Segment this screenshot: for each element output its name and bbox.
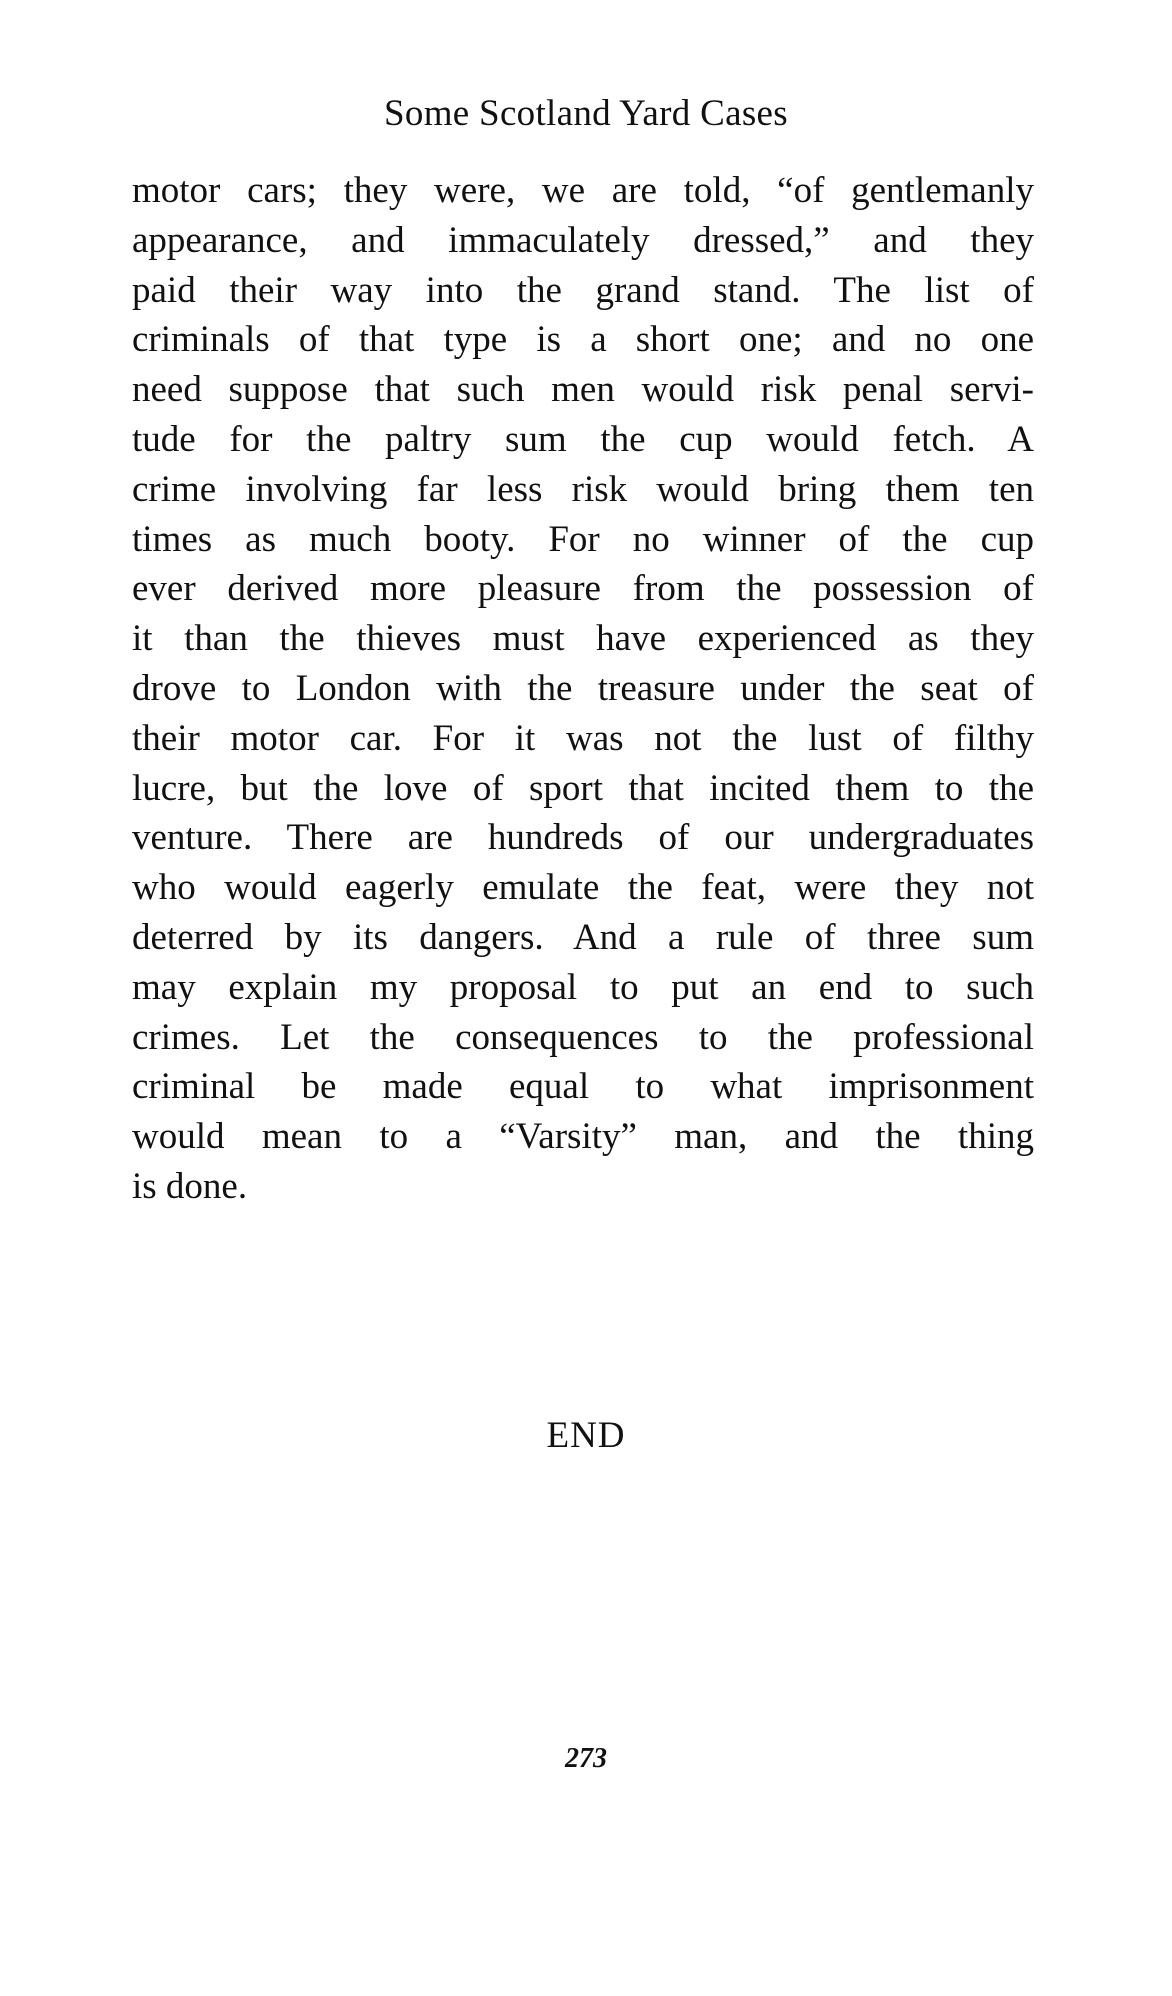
body-text: [132, 166, 1034, 1212]
text-line: it than the thieves must have experienced as they: [132, 618, 1034, 660]
text-line: appearance, and immaculately dressed,” and they: [132, 219, 1034, 261]
text-line: lucre, but the love of sport that incited them to the: [132, 767, 1034, 809]
text-line: their motor car. For it was not the lust of filthy: [132, 717, 1034, 759]
text-line: crimes. Let the consequences to the professional: [132, 1016, 1034, 1058]
text-line: drove to London with the treasure under the seat of: [132, 667, 1034, 709]
page-number: 273: [565, 1743, 607, 1774]
text-line: paid their way into the grand stand. The list of: [132, 269, 1034, 311]
text-line: criminal be made equal to what imprisonment: [132, 1066, 1034, 1108]
end-mark: END: [546, 1415, 626, 1456]
text-line: times as much booty. For no winner of the cup: [132, 518, 1034, 560]
text-line: criminals of that type is a short one; and no one: [132, 319, 1034, 361]
text-line: need suppose that such men would risk penal servi-: [132, 369, 1034, 411]
text-line: may explain my proposal to put an end to such: [132, 966, 1034, 1008]
text-line-last: is done.: [132, 1165, 248, 1207]
text-line: deterred by its dangers. And a rule of three sum: [132, 916, 1034, 958]
running-head: Some Scotland Yard Cases: [384, 93, 788, 134]
text-line: crime involving far less risk would bring them ten: [132, 468, 1034, 510]
text-line: venture. There are hundreds of our undergraduates: [132, 817, 1034, 859]
text-line: would mean to a “Varsity” man, and the thing: [132, 1116, 1034, 1158]
text-line: who would eagerly emulate the feat, were they not: [132, 867, 1034, 909]
text-line: ever derived more pleasure from the possession of: [132, 568, 1034, 610]
text-line: motor cars; they were, we are told, “of gentlemanly: [132, 170, 1034, 211]
text-line: tude for the paltry sum the cup would fetch. A: [132, 418, 1034, 460]
